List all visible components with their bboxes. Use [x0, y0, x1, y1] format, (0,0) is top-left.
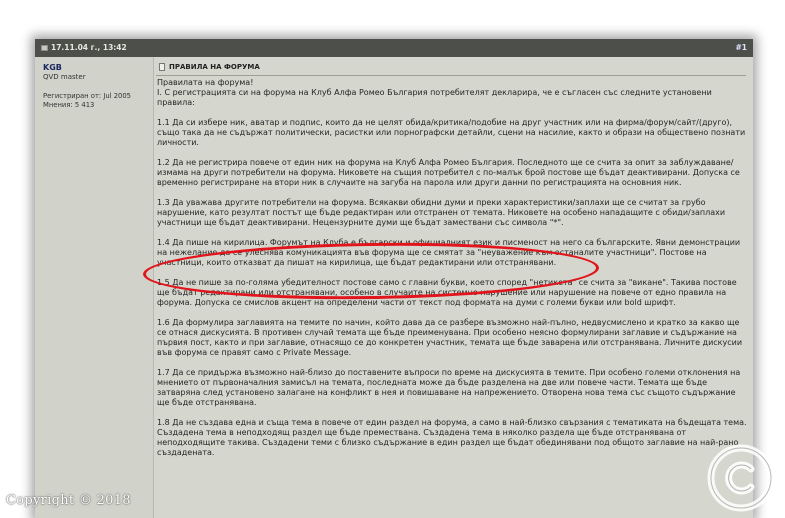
user-post-count: Мнения: 5 413	[43, 101, 95, 109]
rule-1-4: 1.4 Да пише на кирилица. Форумът на Клуба е български и официалният език и писменост на него са българските. Явни демонстрации на нежелание да се улеснява комуникацията във форума ще се смятат за "неуважение към останалите участници". Постове на участници, които отказват да пишат на кирилица, ще бъдат редактирани или отстранявани.	[157, 238, 741, 267]
post-number-link[interactable]: #1	[735, 43, 747, 52]
rule-1-8: 1.8 Да не създава една и съща тема в повече от един раздел на форума, а само в най-близко свързания с тематиката на бъдещата тема. Създадена тема в неподходящ раздел ще бъде премествана. Създадена тема в няколко раздела ще бъде отстранявана от неподходящите такива. Създадени теми с близко съдържание в един раздел ще бъдат обединявани под общото заглавие на най-рано създадената.	[157, 418, 747, 457]
user-info-panel	[35, 57, 154, 518]
post-title: ПРАВИЛА НА ФОРУМА	[169, 63, 260, 71]
user-registered: Регистриран от: Jul 2005	[43, 92, 132, 100]
rule-1-6: 1.6 Да формулира заглавията на темите по начин, който дава да се разбере възможно най-пълно, недвусмислено и кратко за какво ще се отнася дискусията. В противен случай темата ще бъде преименувана. При особено неясно формулирани заглавие и съдържание на първия пост, както и при заглавие, отнасящо се до конкретен участник, темата ще бъде заварена или отстранявана. Личните дискусии във форума се правят само с Private Message.	[157, 318, 743, 357]
copyright-watermark: Copyright © 2018	[6, 493, 131, 508]
rule-1-5: 1.5 Да не пише за по-голяма убедителност постове само с главни букви, което според "нетикета" се счита за "викане". Такива постове ще бъдат редактирани или отстранявани, особено в случаите на системно нарушение или нарушение на повече от едно правила на форума. Допуска се смислов акцент на определени части от текст под формата на думи с големи букви или bold шрифт.	[157, 278, 737, 307]
post-date: 17.11.04 г., 13:42	[51, 43, 127, 52]
rule-1-2: 1.2 Да не регистрира повече от един ник на форума на Клуб Алфа Ромео България. Последното ще се счита за опит за заблуждаване/измама на други потребители на форума. Никовете на същия потребител с по-малък брой постове ще бъдат деактивирани. Допуска се временно регистриране на втори ник в случаите на загуба на парола или други данни по регистрацията на основния ник.	[157, 158, 740, 187]
rules-intro: Правилата на форума! I. С регистрацията си на форума на Клуб Алфа Ромео България потребителят декларира, че е съгласен със следните установени правила:	[157, 78, 712, 107]
user-rank: QVD master	[43, 73, 86, 81]
rule-1-1: 1.1 Да си избере ник, аватар и подпис, които да не целят обида/критика/подобие на друг участник или на фирма/форум/сайт/(друго), също така да не съдържат политически, расистки или порнографски детайли, сцени на насилие, както и образи на обществено познати личности.	[157, 118, 746, 147]
post-icon	[41, 45, 48, 51]
post-header-bar	[35, 39, 753, 57]
rule-1-7: 1.7 Да се придържа възможно най-близо до поставените въпроси по време на дискусията в темите. При особено големи отклонения на мнението от първоначалния замисъл на темата, последната може да бъде разделена на две или повече части. Темата ще бъде затваряна след установено залагане на конфликт в нея и повишаване на напрежението. Отворена нова тема със същото съдържание ще бъде отстранявана.	[157, 368, 741, 407]
copyright-logo-icon	[706, 443, 776, 513]
username-link[interactable]: KGB	[43, 63, 62, 72]
title-divider	[156, 75, 746, 76]
document-icon	[159, 63, 165, 71]
rule-1-3: 1.3 Да уважава другите потребители на форума. Всякакви обидни думи и преки характеристики/заплахи ще се считат за грубо нарушение, като резултат постът ще бъде редактиран или отстранен от темата. Никовете на особено нападащите с обиди/заплахи участници ще бъдат деактивирани. Нецензурните думи ще бъдат замествани със символа "*".	[157, 198, 726, 227]
